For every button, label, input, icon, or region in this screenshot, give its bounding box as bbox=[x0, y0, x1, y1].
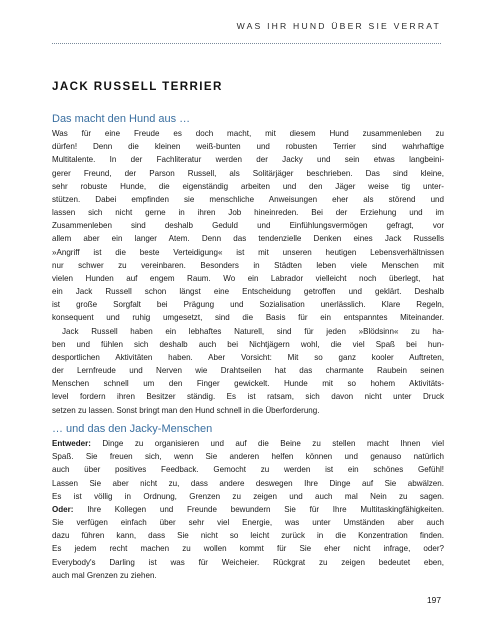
text-line: dürfen! Denn die kleinen weiß-bunten und robusten Terrier sind wahrhaftige bbox=[52, 142, 444, 152]
text-line: sehr robuste Hunde, die eigenständig arbeiten und den Jäger weise tig unter- bbox=[52, 181, 444, 191]
line-text: Es jedem recht machen zu wollen kommt für Sie eher nicht infrage, oder? bbox=[52, 544, 444, 554]
header-divider bbox=[52, 43, 441, 44]
text-line: Menschen schnell um den Finger gewickelt. Hunde mit so hohem Aktivitäts- bbox=[52, 379, 444, 389]
text-line: ben und fühlen sich deshalb auch bei Nichtjägern wohl, die viel Spaß bei hun- bbox=[52, 339, 444, 349]
line-text: Sie verfügen einfach über sehr viel Energie, was unter Umständen aber auch bbox=[52, 518, 444, 528]
text-line bbox=[52, 556, 444, 569]
running-header: WAS IHR HUND ÜBER SIE VERRAT bbox=[236, 21, 441, 31]
line-text: Es ist völlig in Ordnung, Grenzen zu zeigen und auch mal Nein zu sagen. bbox=[52, 491, 444, 501]
text-line: »Angriff ist die beste Verteidigung« ist mit unseren heutigen Lebensverhältnissen bbox=[52, 247, 444, 257]
text-line bbox=[52, 529, 444, 542]
line-text: Lassen Sie aber nicht zu, dass andere deswegen Ihre Dinge auf Sie abwälzen. bbox=[52, 478, 444, 488]
text-line bbox=[52, 516, 444, 529]
page-number: 197 bbox=[427, 595, 441, 605]
lead-word: Entweder: bbox=[52, 439, 91, 448]
text-line: stützen. Dabei empfinden sie menschliche Anweisungen eher als störend und bbox=[52, 194, 444, 204]
text-line bbox=[52, 503, 444, 516]
text-line: konsequent und ruhig umgesetzt, sind die Basis für ein entspanntes Miteinander. bbox=[52, 313, 444, 323]
section-body-dog bbox=[52, 127, 444, 417]
text-line bbox=[52, 437, 444, 450]
text-line bbox=[52, 542, 444, 555]
text-line bbox=[52, 450, 444, 463]
text-line bbox=[52, 477, 444, 490]
text-line: Jack Russell haben ein lebhaftes Naturell, sind für jeden »Blödsinn« zu ha- bbox=[62, 326, 444, 336]
text-line: gerer Freund, der Parson Russell, als Solitärjäger beschrieben. Das sind kleine, bbox=[52, 168, 444, 178]
text-line bbox=[52, 490, 444, 503]
section-body-owner bbox=[52, 437, 444, 582]
section-heading-dog: Das macht den Hund aus … bbox=[52, 113, 191, 125]
chapter-title: JACK RUSSELL TERRIER bbox=[52, 80, 223, 93]
text-line: desportlichen Aktivitäten haben. Aber Vorsicht: Mit so ganz kooler Auftreten, bbox=[52, 352, 444, 362]
line-text: auch mal Grenzen zu ziehen. bbox=[52, 570, 157, 580]
line-text: auch über positives Feedback. Gemocht zu werden ist ein schönes Gefühl! bbox=[52, 465, 444, 475]
text-line: allem aber ein langer Atem. Denn das tendenzielle Denken eines Jack Russells bbox=[52, 234, 444, 244]
text-line: Multitalente. In der Fachliteratur werden der Jacky und sein etwas langbeini- bbox=[52, 155, 444, 165]
text-line: Zusammenleben sind deshalb Geduld und Einfühlungsvermögen gefragt, vor bbox=[52, 221, 444, 231]
text-line: der Lernfreude und Nerven wie Drahtseilen hat das charmante Raubein seinen bbox=[52, 366, 444, 376]
text-line: level fordern ihren Besitzer ständig. Es ist ratsam, sich davon nicht unter Druck bbox=[52, 392, 444, 402]
text-line: nur schwer zu vereinbaren. Besonders in Städten leben viele Menschen mit bbox=[52, 260, 444, 270]
line-text: dazu führen kann, dass Sie nicht so leicht zurück in die Konzentration finden. bbox=[52, 531, 444, 541]
lead-word: Oder: bbox=[52, 504, 74, 514]
text-line: lassen sich nicht gerne in ihren Job hineinreden. Bei der Erziehung und im bbox=[52, 208, 444, 218]
line-text: Dinge zu organisieren und auf die Beine zu stellen macht Ihnen viel bbox=[90, 439, 444, 448]
line-text: Ihre Kollegen und Freunde bewundern Sie für Ihre Multitaskingfähigkeiten. bbox=[73, 504, 444, 514]
text-line: Was für eine Freude es doch macht, mit diesem Hund zusammenleben zu bbox=[52, 129, 444, 138]
section-heading-owner: … und das den Jacky-Menschen bbox=[52, 423, 213, 435]
text-line: vielen Hunden auf engem Raum. Wo ein Labrador vielleicht noch überlegt, hat bbox=[52, 273, 444, 283]
line-text: Spaß. Sie freuen sich, wenn Sie anderen helfen können und genauso natürlich bbox=[52, 452, 444, 462]
text-line bbox=[52, 463, 444, 476]
text-line bbox=[52, 569, 444, 582]
line-text: Everybody's Darling ist was für Weicheier. Rückgrat zu zeigen bedeutet eben, bbox=[52, 557, 444, 567]
text-line: setzen zu lassen. Sonst bringt man den Hund schnell in die Überforderung. bbox=[52, 405, 320, 415]
text-line: ein Jack Russell schon längst eine Entscheidung getroffen und geklärt. Deshalb bbox=[52, 287, 444, 297]
text-line: ist große Sorgfalt bei Prägung und Sozialisation unerlässlich. Klare Regeln, bbox=[52, 300, 444, 310]
